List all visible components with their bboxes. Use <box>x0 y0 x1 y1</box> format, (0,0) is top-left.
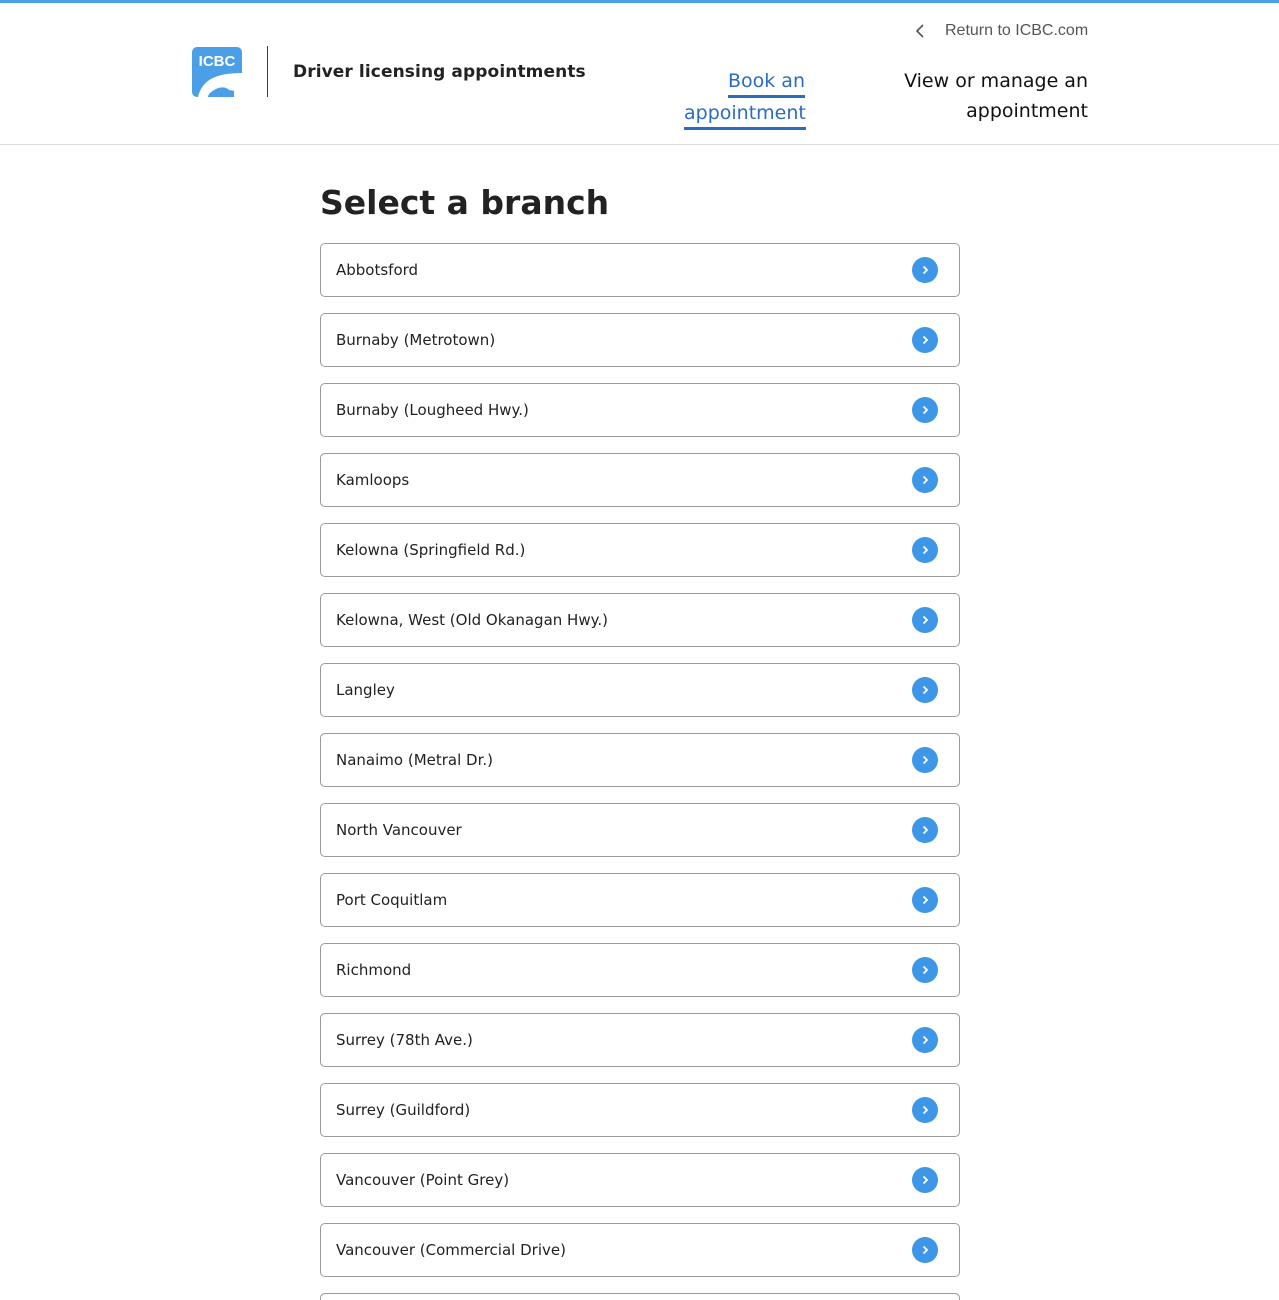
chevron-right-circle-icon[interactable] <box>912 467 938 493</box>
branch-item[interactable] <box>320 943 960 997</box>
branch-item[interactable] <box>320 1293 960 1300</box>
chevron-right-circle-icon[interactable] <box>912 1237 938 1263</box>
chevron-left-icon <box>913 23 929 39</box>
branch-name: Surrey (78th Ave.) <box>336 1031 473 1049</box>
branch-item[interactable] <box>320 1083 960 1137</box>
branch-item[interactable] <box>320 663 960 717</box>
chevron-right-circle-icon[interactable] <box>912 1097 938 1123</box>
chevron-right-circle-icon[interactable] <box>912 257 938 283</box>
branch-item[interactable] <box>320 803 960 857</box>
nav-book-appointment[interactable] <box>684 66 805 130</box>
branch-item[interactable] <box>320 873 960 927</box>
nav-manage-line2: appointment <box>966 100 1088 122</box>
branch-name: Surrey (Guildford) <box>336 1101 471 1119</box>
chevron-right-circle-icon[interactable] <box>912 397 938 423</box>
branch-item[interactable] <box>320 523 960 577</box>
return-link-label: Return to ICBC.com <box>945 22 1089 39</box>
branch-item[interactable] <box>320 453 960 507</box>
nav-book-line2: appointment <box>684 99 806 130</box>
branch-item[interactable] <box>320 1223 960 1277</box>
chevron-right-circle-icon[interactable] <box>912 747 938 773</box>
branch-name: Burnaby (Metrotown) <box>336 331 496 349</box>
site-header <box>0 3 1279 145</box>
branch-name: Kelowna (Springfield Rd.) <box>336 541 526 559</box>
branch-list <box>320 243 960 1300</box>
chevron-right-circle-icon[interactable] <box>912 1027 938 1053</box>
branch-name: Kelowna, West (Old Okanagan Hwy.) <box>336 611 608 629</box>
branch-name: Port Coquitlam <box>336 891 448 909</box>
chevron-right-circle-icon[interactable] <box>912 537 938 563</box>
nav-manage-appointment[interactable] <box>888 66 1088 126</box>
main-content <box>320 145 960 1300</box>
chevron-right-circle-icon[interactable] <box>912 887 938 913</box>
branch-name: North Vancouver <box>336 821 462 839</box>
branch-item[interactable] <box>320 593 960 647</box>
chevron-right-circle-icon[interactable] <box>912 327 938 353</box>
branch-name: Abbotsford <box>336 261 419 279</box>
branch-name: Richmond <box>336 961 412 979</box>
branch-name: Vancouver (Point Grey) <box>336 1171 510 1189</box>
chevron-right-circle-icon[interactable] <box>912 1167 938 1193</box>
branch-name: Vancouver (Commercial Drive) <box>336 1241 566 1259</box>
nav-book-line1: Book an <box>728 67 805 98</box>
branch-item[interactable] <box>320 243 960 297</box>
branch-name: Burnaby (Lougheed Hwy.) <box>336 401 529 419</box>
branch-name: Kamloops <box>336 471 410 489</box>
branch-item[interactable] <box>320 313 960 367</box>
chevron-right-circle-icon[interactable] <box>912 607 938 633</box>
icbc-logo[interactable] <box>192 47 242 97</box>
branch-name: Nanaimo (Metral Dr.) <box>336 751 493 769</box>
brand-divider <box>267 46 268 97</box>
return-to-icbc-link[interactable] <box>913 22 1088 40</box>
branch-item[interactable] <box>320 733 960 787</box>
chevron-right-circle-icon[interactable] <box>912 677 938 703</box>
branch-name: Langley <box>336 681 395 699</box>
branch-item[interactable] <box>320 1013 960 1067</box>
app-title: Driver licensing appointments <box>293 62 586 82</box>
nav-manage-line1: View or manage an <box>904 70 1088 92</box>
branch-item[interactable] <box>320 1153 960 1207</box>
chevron-right-circle-icon[interactable] <box>912 817 938 843</box>
logo-text: ICBC <box>198 53 236 70</box>
branch-item[interactable] <box>320 383 960 437</box>
page-title: Select a branch <box>320 183 610 222</box>
chevron-right-circle-icon[interactable] <box>912 957 938 983</box>
